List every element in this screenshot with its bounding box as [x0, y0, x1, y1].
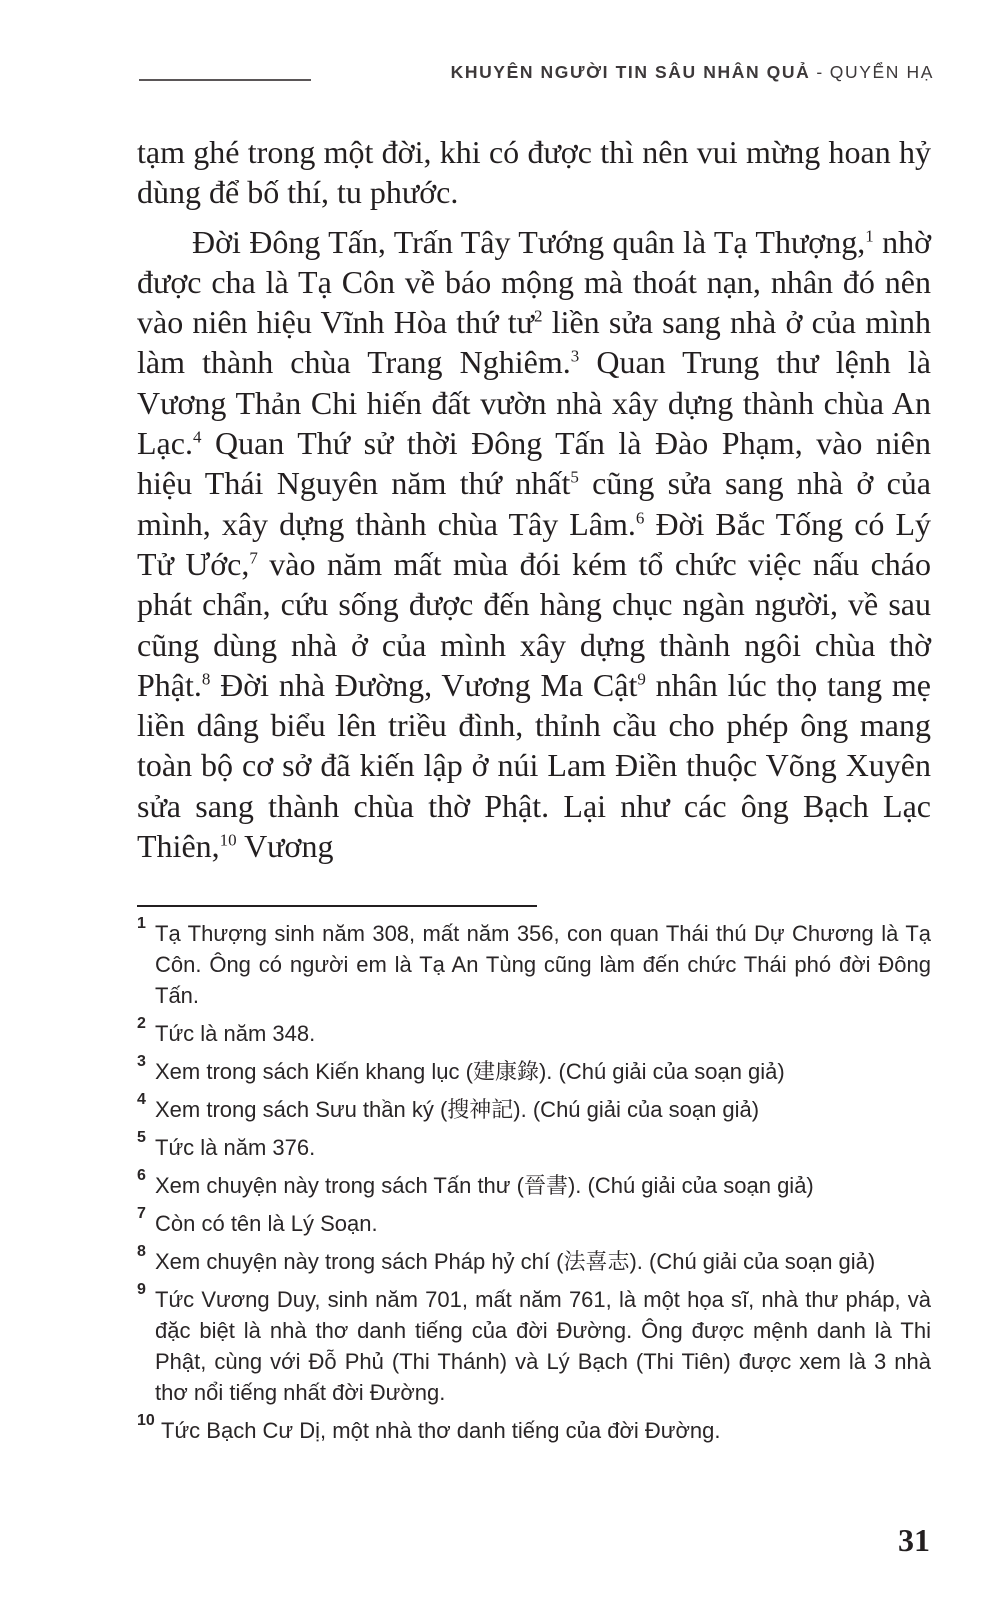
footnote-marker: 6 — [635, 508, 645, 528]
footnote-text: Tức là năm 376. — [155, 1135, 316, 1160]
footnote-item — [137, 1167, 931, 1201]
sentence: Đời nhà Đường, Vương Ma Cật — [210, 666, 638, 703]
footnote-item — [137, 1281, 931, 1408]
header-rule — [139, 79, 311, 81]
footnote-item — [137, 1091, 931, 1125]
footnote-marker: 5 — [570, 467, 579, 487]
sentence: nhân lúc thọ tang mẹ liền dâng biểu lên triều đình, thỉnh cầu cho phép ông mang toàn bộ cơ sở đã kiến lập ở núi Lam Điền thuộc Võng Xuyên sửa sang thành chùa thờ Phật. Lại như các ông Bạch Lạc Thiên, — [137, 666, 932, 865]
sentence: Đời Bắc Tống có Lý Tử Ước, — [137, 505, 932, 582]
footnote-marker: 4 — [192, 427, 202, 447]
footnote-number: 5 — [137, 1129, 146, 1146]
footnote-item — [137, 1205, 931, 1239]
sentence: nhờ được cha là Tạ Côn về báo mộng mà thoát nạn, nhân đó nên vào niên hiệu Vĩnh Hòa thứ tư — [137, 223, 932, 341]
footnote-text: Tức là năm 348. — [155, 1021, 316, 1046]
footnote-item — [137, 1015, 931, 1049]
footnote-marker: 7 — [249, 548, 258, 568]
running-head-volume: QUYỂN HẠ — [829, 62, 934, 82]
footnote-number: 4 — [137, 1091, 146, 1108]
footnote-text: Tức Bạch Cư Dị, một nhà thơ danh tiếng của đời Đường. — [161, 1418, 721, 1443]
footnote-item — [137, 1412, 931, 1446]
footnote-number: 2 — [137, 1015, 146, 1032]
footnote-marker: 2 — [533, 306, 543, 326]
footnote-marker: 10 — [219, 830, 237, 850]
footnote-item — [137, 915, 931, 1011]
sentence: Đời Đông Tấn, Trấn Tây Tướng quân là Tạ Thượng, — [192, 223, 866, 260]
page-number: 31 — [898, 1522, 930, 1558]
sentence: liền sửa sang nhà ở của mình làm thành chùa Trang Nghiêm. — [137, 304, 932, 381]
running-head-title: KHUYÊN NGƯỜI TIN SÂU NHÂN QUẢ — [450, 62, 811, 82]
footnote-marker: 9 — [637, 669, 646, 689]
sentence: cũng sửa sang nhà ở của mình, xây dựng thành chùa Tây Lâm. — [137, 465, 932, 542]
footnote-number: 9 — [137, 1281, 146, 1298]
footnote-number: 7 — [137, 1205, 146, 1222]
footnote-marker: 8 — [201, 669, 211, 689]
footnote-text: Xem chuyện này trong sách Tấn thư (晉書). (Chú giải của soạn giả) — [155, 1173, 814, 1198]
footnote-marker: 3 — [570, 346, 580, 366]
footnote-text: Còn có tên là Lý Soạn. — [155, 1211, 378, 1236]
paragraph-continued: tạm ghé trong một đời, khi có được thì nên vui mừng hoan hỷ dùng để bố thí, tu phước. — [137, 134, 931, 211]
running-head — [451, 62, 934, 83]
footnote-text: Xem trong sách Kiến khang lục (建康錄). (Chú giải của soạn giả) — [155, 1059, 785, 1084]
running-head-separator: - — [816, 62, 824, 82]
footnote-divider — [137, 905, 537, 907]
footnote-text: Xem chuyện này trong sách Pháp hỷ chí (法喜志). (Chú giải của soạn giả) — [155, 1249, 876, 1274]
footnote-number: 10 — [137, 1412, 155, 1429]
footnote-item — [137, 1243, 931, 1277]
footnote-text: Tạ Thượng sinh năm 308, mất năm 356, con quan Thái thú Dự Chương là Tạ Côn. Ông có người em là Tạ An Tùng cũng làm đến chức Thái phó đời Đông Tấn. — [155, 921, 931, 1008]
sentence: Vương — [236, 828, 334, 865]
footnote-number: 8 — [137, 1243, 146, 1260]
footnote-number: 3 — [137, 1053, 146, 1070]
sentence: vào năm mất mùa đói kém tổ chức việc nấu cháo phát chẩn, cứu sống được đến hàng chục ngàn người, về sau cũng dùng nhà ở của mình xây dựng thành ngôi chùa thờ Phật. — [137, 545, 932, 703]
footnote-number: 6 — [137, 1167, 146, 1184]
footnotes — [137, 915, 931, 1453]
footnote-item — [137, 1053, 931, 1087]
footnote-marker: 1 — [865, 225, 874, 245]
sentence: Quan Trung thư lệnh là Vương Thản Chi hiến đất vườn nhà xây dựng thành chùa An Lạc. — [137, 344, 931, 462]
body-text — [137, 132, 931, 866]
paragraph-main — [137, 222, 931, 867]
footnote-item — [137, 1129, 931, 1163]
footnote-number: 1 — [137, 915, 146, 932]
footnote-text: Tức Vương Duy, sinh năm 701, mất năm 761, là một họa sĩ, nhà thư pháp, và đặc biệt là nhà thơ danh tiếng của đời Đường. Ông được mệnh danh là Thi Phật, cùng với Đỗ Phủ (Thi Thánh) và Lý Bạch (Thi Tiên) được xem là 3 nhà thơ nổi tiếng nhất đời Đường. — [155, 1287, 931, 1405]
sentence: Quan Thứ sử thời Đông Tấn là Đào Phạm, vào niên hiệu Thái Nguyên năm thứ nhất — [137, 425, 931, 502]
footnote-text: Xem trong sách Sưu thần ký (搜神記). (Chú giải của soạn giả) — [155, 1097, 760, 1122]
